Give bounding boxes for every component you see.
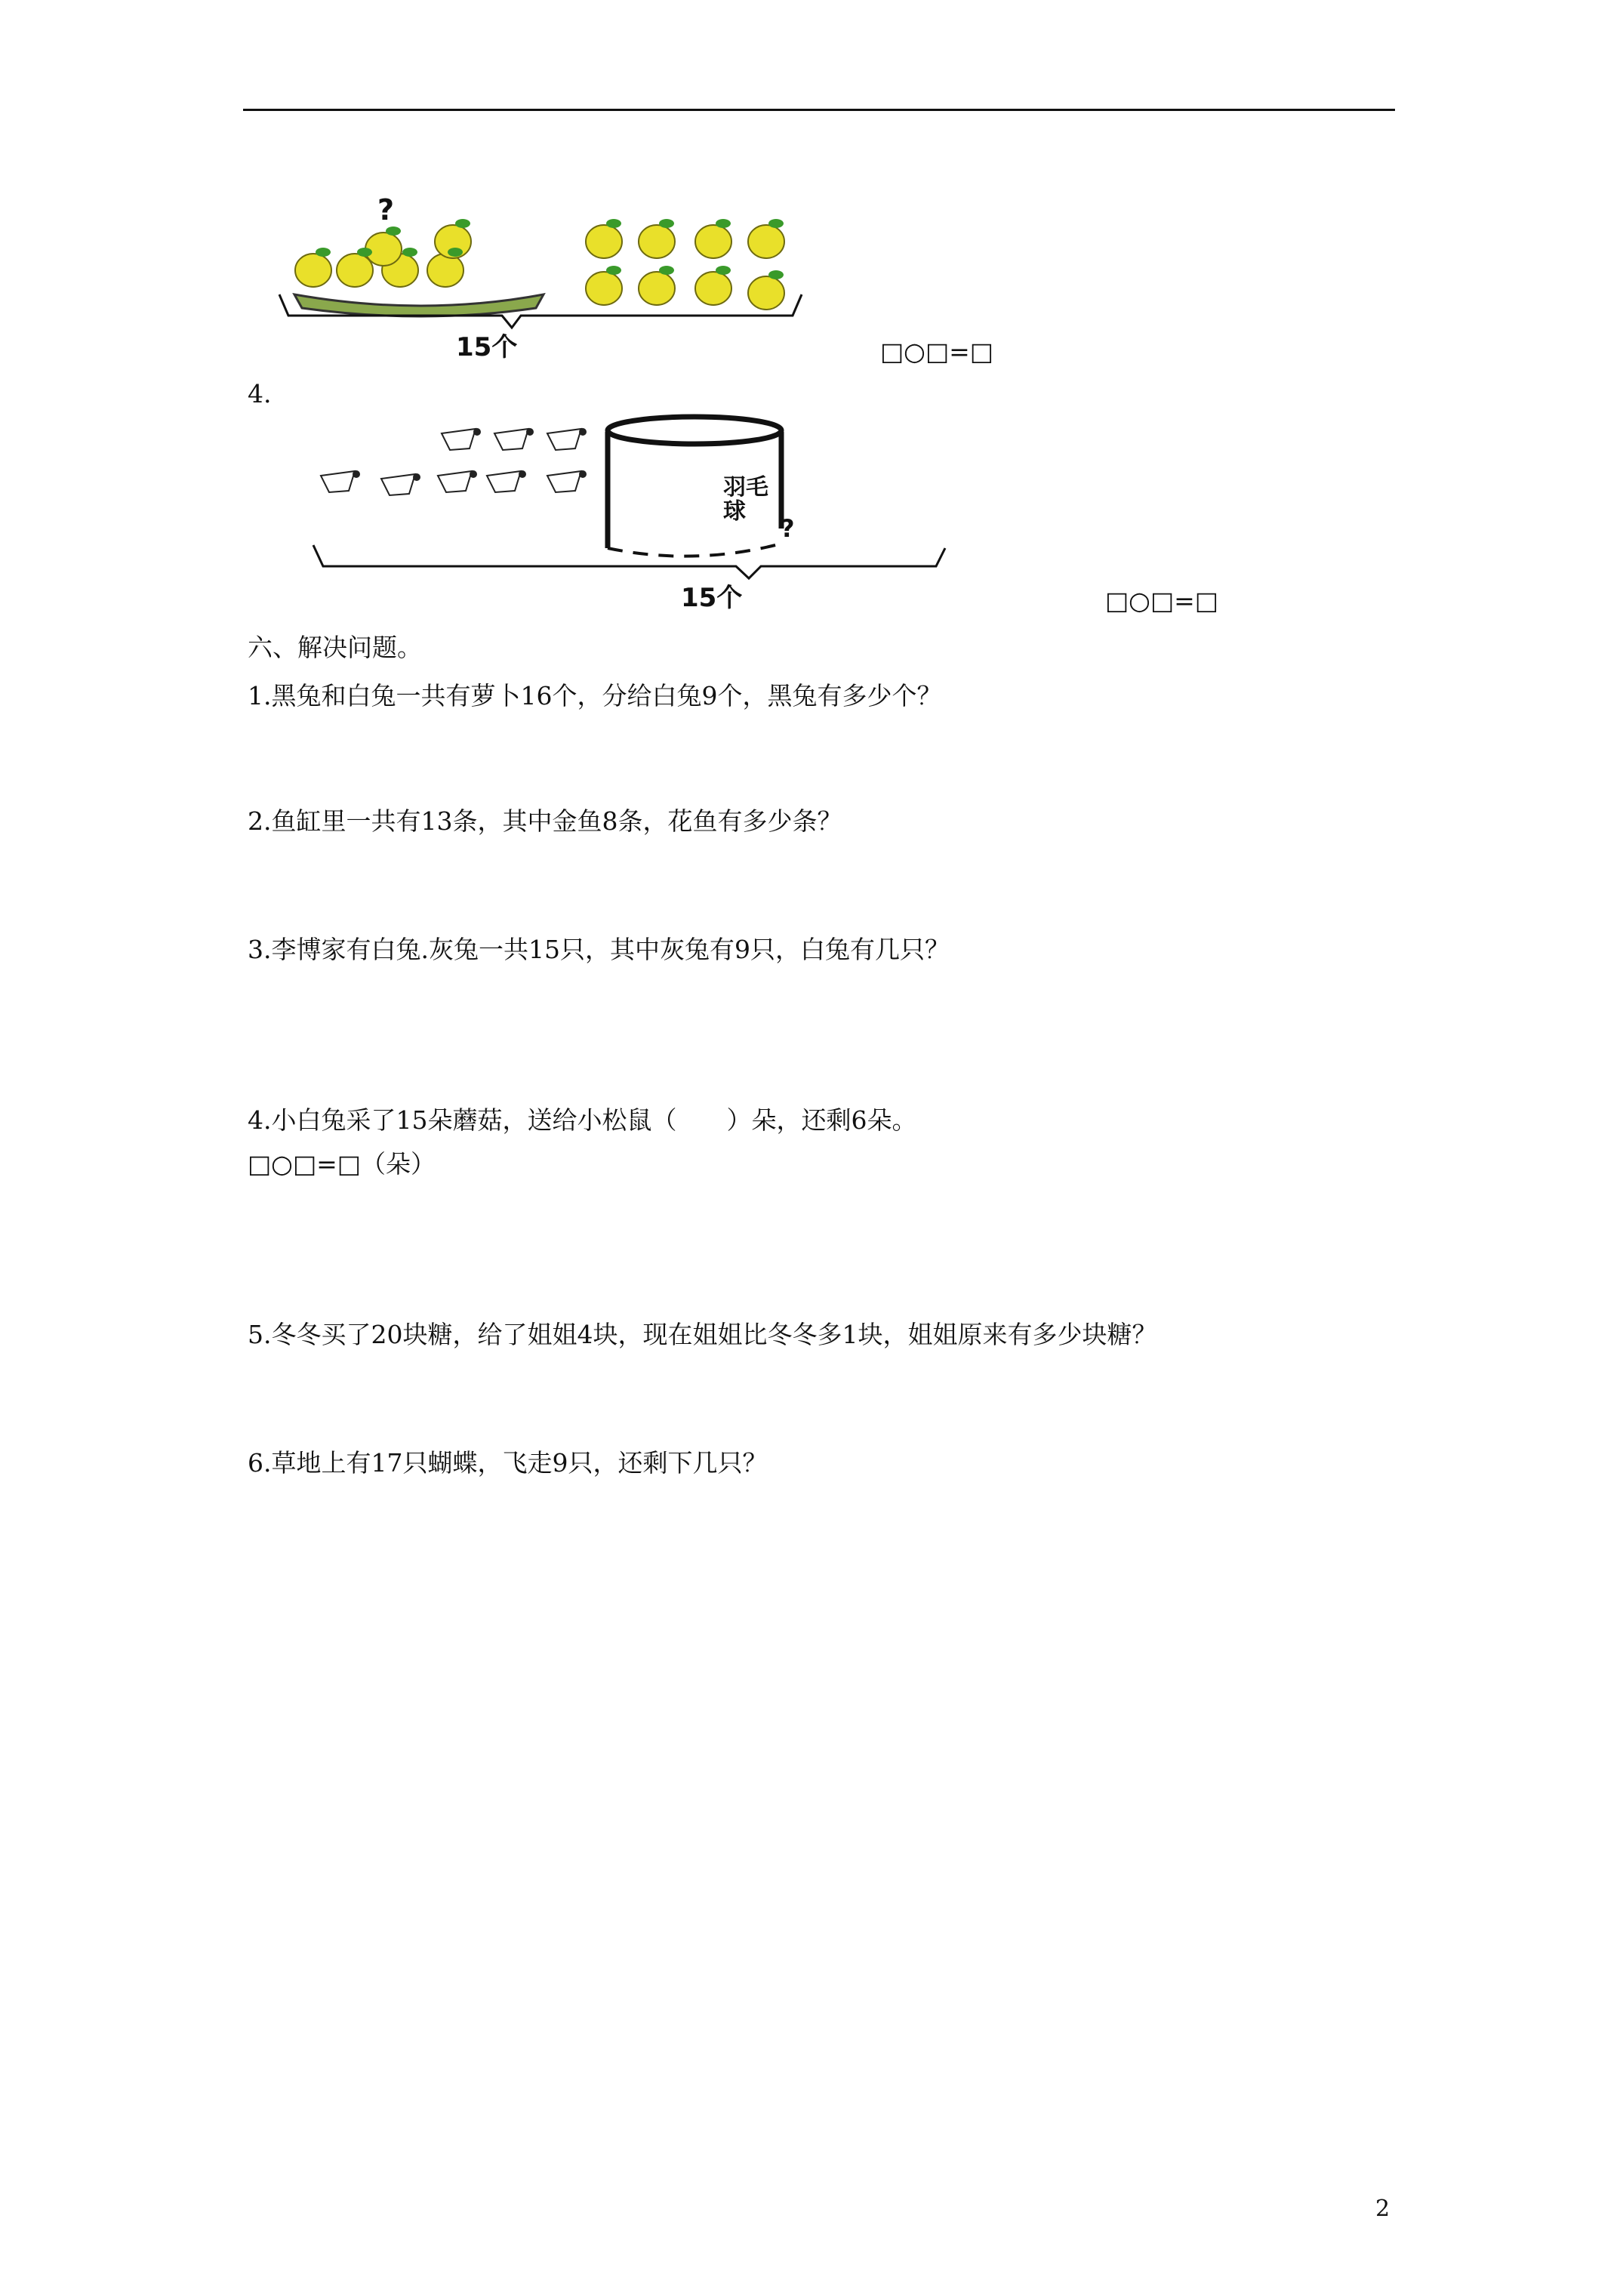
- problem-3: 3.李博家有白兔.灰兔一共15只，其中灰兔有9只，白兔有几只？: [248, 935, 950, 964]
- equation-blank: □○□=□: [880, 337, 993, 366]
- shuttlecock-illustration: [302, 415, 966, 612]
- problem-6: 6.草地上有17只蝴蝶，飞走9只，还剩下几只？: [248, 1448, 768, 1478]
- problem-4-equation: □○□=□（朵）: [248, 1149, 436, 1179]
- section-title: 六、解决问题。: [248, 633, 422, 662]
- question-mark: ?: [781, 514, 795, 543]
- header-rule: [243, 109, 1395, 111]
- can-label-line2: 球: [723, 498, 746, 525]
- problem-4: 4.小白兔采了15朵蘑菇，送给小松鼠（ ）朵，还剩6朵。: [248, 1105, 917, 1135]
- pear-illustration: [272, 174, 815, 370]
- equation-blank: □○□=□: [1105, 586, 1218, 615]
- total-label: 15个: [681, 583, 743, 613]
- problem-5: 5.冬冬买了20块糖，给了姐姐4块，现在姐姐比冬冬多1块，姐姐原来有多少块糖？: [248, 1320, 1157, 1349]
- can-label-line1: 羽毛: [723, 474, 768, 501]
- shuttlecock-icon: [321, 429, 581, 495]
- question-mark: ?: [377, 193, 395, 227]
- problem-1: 1.黑兔和白兔一共有萝卜16个，分给白兔9个，黑兔有多少个？: [248, 681, 942, 710]
- problem-2: 2.鱼缸里一共有13条，其中金鱼8条，花鱼有多少条？: [248, 806, 842, 836]
- total-label: 15个: [456, 332, 518, 362]
- page-number: 2: [1375, 2196, 1390, 2222]
- figure-number: 4.: [248, 379, 272, 408]
